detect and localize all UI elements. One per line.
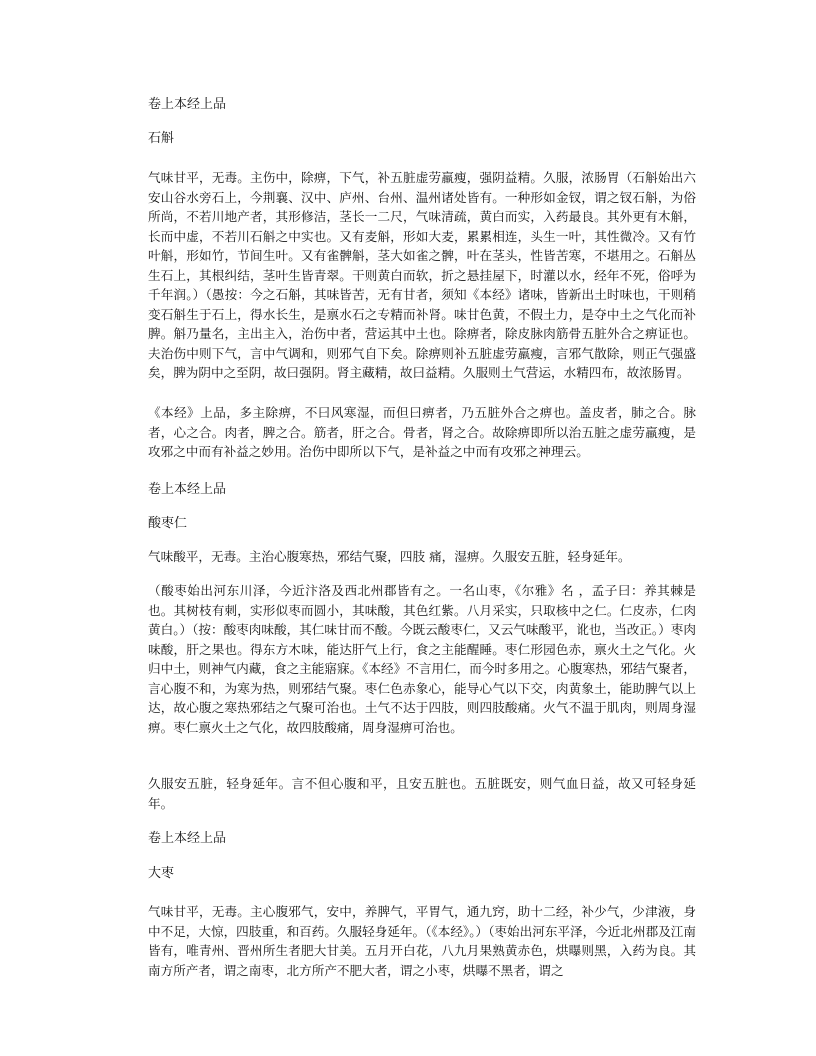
paragraph: （酸枣始出河东川泽，今近汴洛及西北州郡皆有之。一名山枣，《尔雅》名 ，孟子曰：养其棘是也。其树枝有刺，实形似枣而圆小，其味酸，其色红紫。八月采实，只取核中之仁。仁皮赤，仁肉黄白。）（按：酸枣肉味酸，其仁味甘而不酸。今既云酸枣仁，又云气味酸平，讹也，当改正。）枣肉味酸，肝之果也。得东方木味，能达肝气上行，食之主能醒睡。枣仁形园色赤，禀火土之气化。火归中土，则神气内藏，食之主能寤寐。《本经》不言用仁，而今时多用之。心腹寒热，邪结气聚者，言心腹不和，为寒为热，则邪结气聚。枣仁色赤象心，能导心气以下交，肉黄象土，能助脾气以上达，故心腹之寒热邪结之气聚可治也。土气不达于四肢，则四肢酸痛。火气不温于肌肉，则周身湿痹。枣仁禀火土之气化，故四肢酸痛，周身湿痹可治也。: [148, 583, 696, 735]
paragraph: 气味甘平，无毒。主伤中，除痹，下气，补五脏虚劳羸瘦，强阴益精。久服，浓肠胃（石斛始出六安山谷水旁石上，今荆襄、汉中、庐州、台州、温州诸处皆有。一种形如金钗，谓之钗石斛，为俗所尚，不若川地产者，其形修洁，茎长一二尺，气味清疏，黄白而实，入药最良。其外更有木斛，长而中虚，不若川石斛之中实也。又有麦斛，形如大麦，累累相连，头生一叶，其性微冷。又有竹叶斛，形如竹，节间生叶。又有雀髀斛，茎大如雀之髀，叶在茎头，性皆苦寒，不堪用之。石斛丛生石上，其根纠结，茎叶生皆青翠。干则黄白而软，折之悬挂屋下，时灌以水，经年不死，俗呼为千年润。）（愚按：今之石斛，其味皆苦，无有甘者，须知《本经》诸味，皆新出土时味也，干则稍变石斛生于石上，得水长生，是禀水石之专精而补肾。味甘色黄，不假土力，是夺中土之气化而补脾。斛乃量名，主出主入，治伤中者，营运其中土也。除痹者，除皮脉肉筋骨五脏外合之痹证也。夫治伤中则下气，言中气调和，则邪气自下矣。除痹则补五脏虚劳羸瘦，言邪气散除，则正气强盛矣，脾为阴中之至阴，故曰强阴。肾主藏精，故曰益精。久服则土气营运，水精四布，故浓肠胃。: [148, 170, 696, 380]
paragraph: 《本经》上品，多主除痹，不曰风寒湿，而但曰痹者，乃五脏外合之痹也。盖皮者，肺之合。脉者，心之合。肉者，脾之合。筋者，肝之合。骨者，肾之合。故除痹即所以治五脏之虚劳羸瘦，是攻邪之中而有补益之妙用。治伤中即所以下气，是补益之中而有攻邪之神理云。: [148, 405, 696, 459]
herb-title: 大枣: [148, 866, 175, 881]
book-heading: 卷上本经上品: [148, 831, 227, 846]
paragraph: 气味甘平，无毒。主心腹邪气，安中，养脾气，平胃气，通九窍，助十二经，补少气，少津液，身中不足，大惊，四肢重，和百药。久服轻身延年。（《本经》。）（枣始出河东平泽，今近北州郡及江南皆有，唯青州、晋州所生者肥大甘美。五月开白花，八九月果熟黄赤色，烘曝则黑，入药为良。其南方所产者，谓之南枣，北方所产不肥大者，谓之小枣，烘曝不黑者，谓之: [148, 904, 696, 978]
herb-title: 酸枣仁: [148, 516, 188, 531]
paragraph: 气味酸平，无毒。主治心腹寒热，邪结气聚，四肢 痛，湿痹。久服安五脏，轻身延年。: [148, 549, 631, 564]
paragraph: 久服安五脏，轻身延年。言不但心腹和平，且安五脏也。五脏既安，则气血日益，故又可轻身延年。: [148, 776, 696, 811]
book-heading: 卷上本经上品: [148, 97, 227, 112]
book-heading: 卷上本经上品: [148, 482, 227, 497]
herb-title: 石斛: [148, 131, 175, 146]
